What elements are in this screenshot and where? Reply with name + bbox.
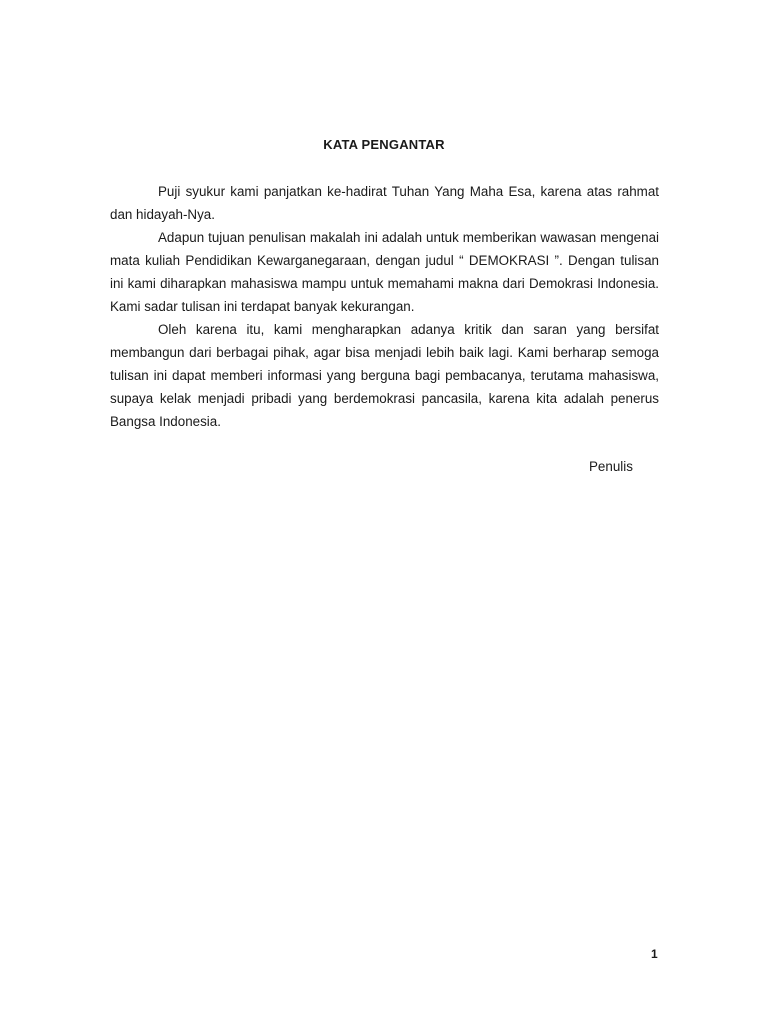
page-title: KATA PENGANTAR bbox=[323, 137, 445, 152]
paragraph-request: Oleh karena itu, kami mengharapkan adanya kritik dan saran yang bersifat membangun dari berbagai pihak, agar bisa menjadi lebih baik lagi. Kami berharap semoga tulisan ini dapat memberi informasi yang berguna bagi pembacanya, terutama mahasiswa, supaya kelak menjadi pribadi yang berdemokrasi pancasila, karena kita adalah penerus Bangsa Indonesia. bbox=[110, 322, 659, 429]
document-body bbox=[110, 180, 659, 433]
paragraph-purpose: Adapun tujuan penulisan makalah ini adalah untuk memberikan wawasan mengenai mata kuliah Pendidikan Kewarganegaraan, dengan judul “ DEMOKRASI ”. Dengan tulisan ini kami diharapkan mahasiswa mampu untuk memahami makna dari Demokrasi Indonesia. Kami sadar tulisan ini terdapat banyak kekurangan. bbox=[110, 230, 659, 314]
paragraph-gratitude: Puji syukur kami panjatkan ke-hadirat Tuhan Yang Maha Esa, karena atas rahmat dan hidayah-Nya. bbox=[110, 184, 659, 222]
page-number: 1 bbox=[651, 947, 658, 961]
author-signature: Penulis bbox=[589, 459, 633, 474]
